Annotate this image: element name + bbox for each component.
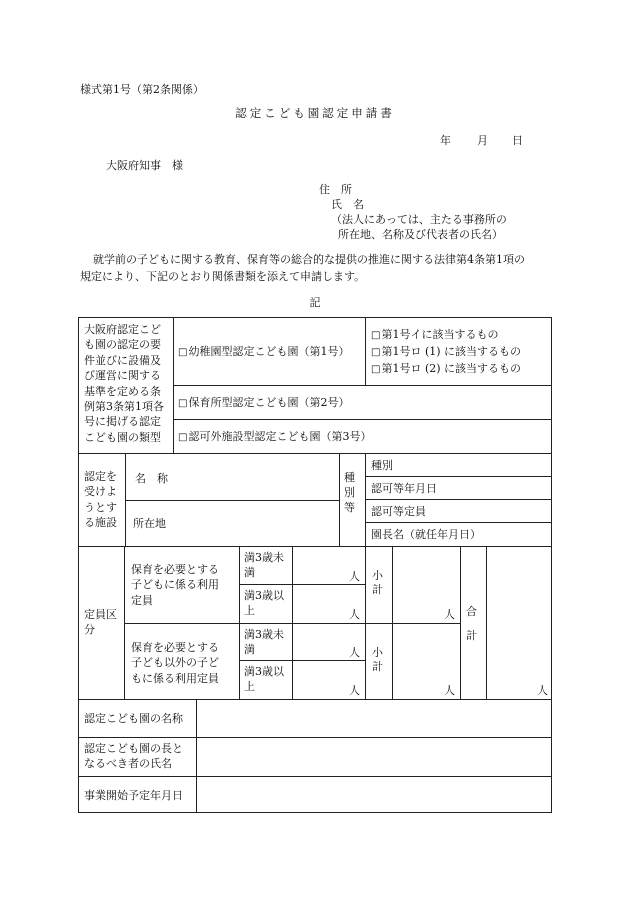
kindergarten-sub-options <box>371 327 521 378</box>
document-title: 認定こども園認定申請書 <box>235 106 395 120</box>
age-over3-g2: 満3歳以 上 <box>244 665 284 693</box>
type-section-label: 大阪府認定こど も園の認定の要 件並びに設備及 び運営に関する 基準を定める条 例第3条第1項各 号に掲げる認定 こども園の類型 <box>84 323 164 444</box>
start-date-label: 事業開始予定年月日 <box>84 789 183 802</box>
body-text-line2: 規定により、下記のとおり関係書類を添えて申請します。 <box>80 270 366 283</box>
facility-location-field[interactable] <box>179 503 337 543</box>
head-name-field[interactable] <box>200 741 548 773</box>
corp-note-line2: 所在地、名称及び代表者の氏名） <box>338 228 503 241</box>
unit-over3-g1: 人 <box>349 608 360 621</box>
age-under3-g1: 満3歳未 満 <box>244 551 284 579</box>
sub-option-1ro2[interactable]: □第1号ロ (2) に該当するもの <box>371 362 522 375</box>
body-text-line1: 就学前の子どもに関する教育、保育等の総合的な提供の推進に関する法律第4条第1項の <box>93 253 525 266</box>
unit-under3-g2: 人 <box>349 646 360 659</box>
capacity-group-care-needed: 保育を必要とする 子どもに係る利用 定員 <box>131 563 219 607</box>
facility-label: 認定を 受けよ うとす る施設 <box>84 470 117 530</box>
type-option-nursery[interactable]: □保育所型認定こども園（第2号） <box>178 396 350 409</box>
type-option-unlicensed[interactable]: □認可外施設型認定こども園（第3号） <box>178 430 372 443</box>
recipient: 大阪府知事 様 <box>106 159 183 172</box>
age-under3-g2: 満3歳未 満 <box>244 628 284 656</box>
head-name-label: 認定こども園の長と なるべき者の氏名 <box>84 742 183 771</box>
unit-under3-g1: 人 <box>349 570 360 583</box>
facility-name-label: 名 称 <box>135 472 168 485</box>
type-option-kindergarten[interactable]: □幼稚園型認定こども園（第1号） <box>178 345 350 358</box>
address-label: 住 所 <box>319 183 352 196</box>
checkbox-unlicensed[interactable]: □ <box>178 432 188 443</box>
date-day: 日 <box>512 134 523 147</box>
sub-option-1ro1[interactable]: □第1号ロ (1) に該当するもの <box>371 345 522 358</box>
center-name-field[interactable] <box>200 703 548 735</box>
facility-row-principal: 園長名（就任年月日） <box>371 528 481 541</box>
center-name-label: 認定こども園の名称 <box>84 712 183 725</box>
facility-type-label: 種 別 等 <box>344 471 355 514</box>
facility-row-approval-date: 認可等年月日 <box>371 482 437 495</box>
unit-over3-g2: 人 <box>349 684 360 697</box>
form-number: 様式第1号（第2条関係） <box>80 83 204 96</box>
capacity-label: 定員区分 <box>84 608 117 636</box>
start-date-field[interactable] <box>200 780 548 810</box>
total-label: 合 計 <box>466 605 477 642</box>
date-year: 年 <box>440 134 451 147</box>
age-over3-g1: 満3歳以 上 <box>244 589 284 617</box>
unit-subtotal-g1: 人 <box>444 608 455 621</box>
checkbox-kindergarten[interactable]: □ <box>178 347 188 358</box>
sub-option-1i[interactable]: □第1号イに該当するもの <box>371 328 499 341</box>
subtotal-label-g1: 小 計 <box>372 569 383 596</box>
unit-subtotal-g2: 人 <box>444 684 455 697</box>
unit-total: 人 <box>537 684 548 697</box>
facility-row-type: 種別 <box>371 459 393 472</box>
subtotal-label-g2: 小 計 <box>372 646 383 673</box>
ki-label: 記 <box>309 296 321 309</box>
date-month: 月 <box>477 134 488 147</box>
capacity-group-care-not-needed: 保育を必要とする 子ども以外の子ど もに係る利用定員 <box>131 641 219 685</box>
facility-row-approval-capacity: 認可等定員 <box>371 505 426 518</box>
checkbox-nursery[interactable]: □ <box>178 398 188 409</box>
facility-location-label: 所在地 <box>133 517 166 530</box>
name-label: 氏 名 <box>331 198 364 211</box>
corp-note-line1: （法人にあっては、主たる事務所の <box>331 213 507 226</box>
facility-name-field[interactable] <box>179 460 337 498</box>
